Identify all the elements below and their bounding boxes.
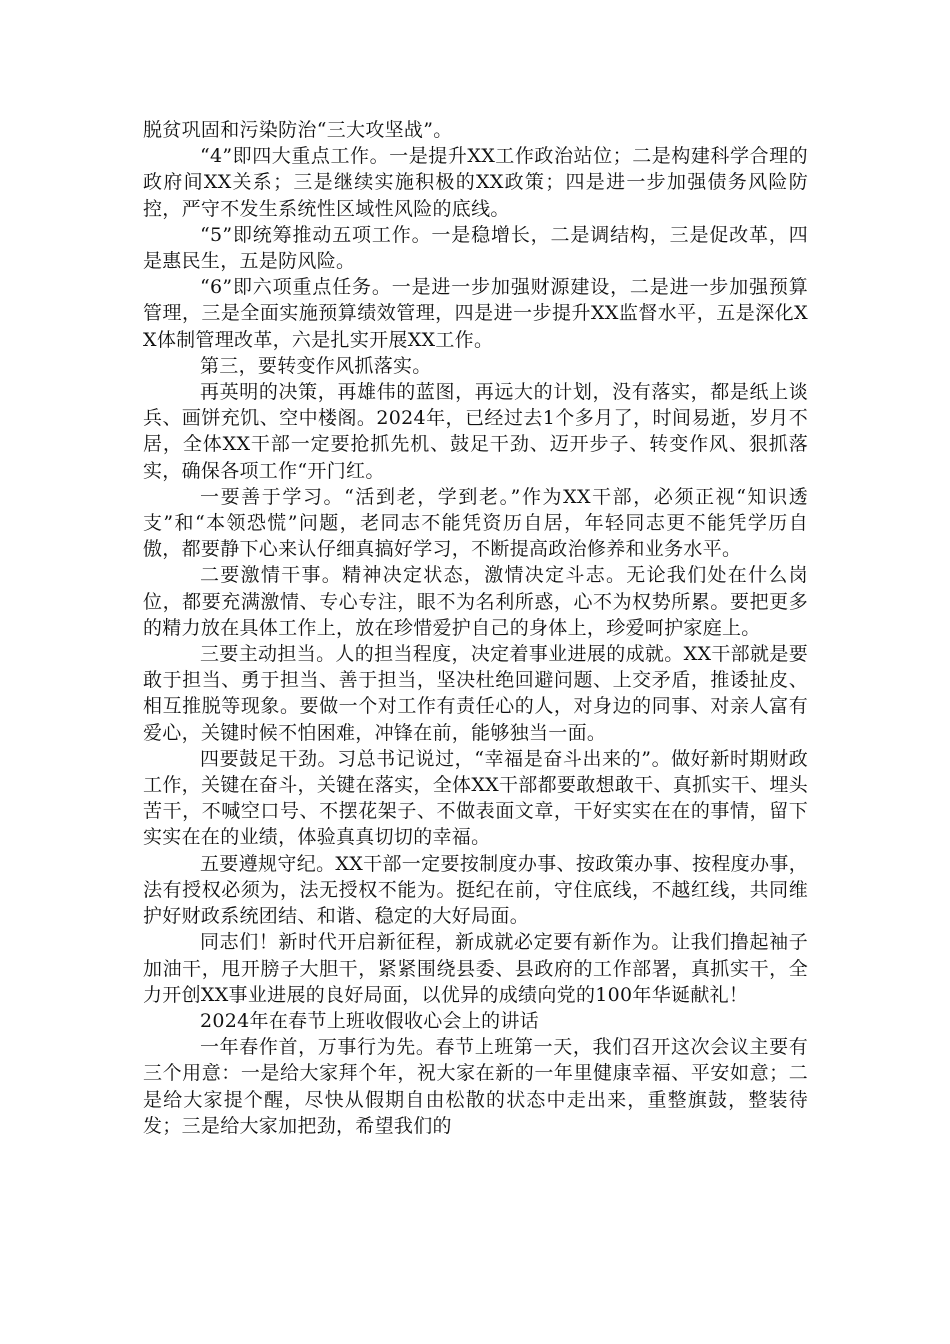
paragraph-1: 脱贫巩固和污染防治“三大攻坚战”。 bbox=[143, 119, 453, 141]
paragraph-12: 同志们！新时代开启新征程，新成就必定要有新作为。让我们撸起袖子加油干，甩开膀子大胆干，紧紧围绕县委、县政府的工作部署，真抓实干，全力开创XX事业进展的良好局面，以优异的成绩向党的100年华诞献礼！ bbox=[143, 931, 808, 1006]
paragraph-3: “5”即统筹推动五项工作。一是稳增长，二是调结构，三是促改革，四是惠民生，五是防风险。 bbox=[143, 223, 808, 273]
section-heading-3: 第三，要转变作风抓落实。 bbox=[200, 354, 432, 377]
paragraph-6: 再英明的决策，再雄伟的蓝图，再远大的计划，没有落实，都是纸上谈兵、画饼充饥、空中楼阁。2024年，已经过去1个多月了，时间易逝，岁月不居，全体XX干部一定要抢抓先机、鼓足干劲、迈开步子、转变作风、狠抓落实，确保各项工作“开门红。 bbox=[143, 381, 808, 482]
paragraph-9: 三要主动担当。人的担当程度，决定着事业进展的成就。XX干部就是要敢于担当、勇于担当、善于担当，坚决杜绝回避问题、上交矛盾，推诿扯皮、相互推脱等现象。要做一个对工作有责任心的人，对身边的同事、对亲人富有爱心，关键时候不怕困难，冲锋在前，能够独当一面。 bbox=[143, 643, 808, 744]
paragraph-14: 一年春作首，万事行为先。春节上班第一天，我们召开这次会议主要有三个用意：一是给大家拜个年，祝大家在新的一年里健康幸福、平安如意；二是给大家提个醒，尽快从假期自由松散的状态中走出来，重整旗鼓，整装待发；三是给大家加把劲，希望我们的 bbox=[143, 1036, 808, 1137]
paragraph-7: 一要善于学习。“活到老，学到老。”作为XX干部，必须正视“知识透支”和“本领恐慌”问题，老同志不能凭资历自居，年轻同志更不能凭学历自傲，都要静下心来认仔细真搞好学习，不断提高政治修养和业务水平。 bbox=[143, 485, 808, 561]
paragraph-11: 五要遵规守纪。XX干部一定要按制度办事、按政策办事、按程度办事，法有授权必须为，法无授权不能为。挺纪在前，守住底线，不越红线，共同维护好财政系统团结、和谐、稳定的大好局面。 bbox=[143, 852, 808, 928]
paragraph-10: 四要鼓足干劲。习总书记说过，“幸福是奋斗出来的”。做好新时期财政工作，关键在奋斗，关键在落实，全体XX干部都要敢想敢干、真抓实干、埋头苦干，不喊空口号、不摆花架子、不做表面文章，干好实实在在的事情，留下实实在在的业绩，体验真真切切的幸福。 bbox=[143, 747, 808, 849]
paragraph-2: “4”即四大重点工作。一是提升XX工作政治站位；二是构建科学合理的政府间XX关系；三是继续实施积极的XX政策；四是进一步加强债务风险防控，严守不发生系统性区域性风险的底线。 bbox=[143, 145, 808, 220]
speech-title: 2024年在春节上班收假收心会上的讲话 bbox=[200, 1009, 540, 1032]
document-body bbox=[143, 117, 808, 1139]
paragraph-4: “6”即六项重点任务。一是进一步加强财源建设，二是进一步加强预算管理，三是全面实施预算绩效管理，四是进一步提升XX监督水平，五是深化XX体制管理改革，六是扎实开展XX工作。 bbox=[143, 276, 808, 351]
paragraph-8: 二要激情干事。精神决定状态，激情决定斗志。无论我们处在什么岗位，都要充满激情、专心专注，眼不为名利所惑，心不为权势所累。要把更多的精力放在具体工作上，放在珍惜爱护自己的身体上，珍爱呵护家庭上。 bbox=[143, 564, 808, 639]
